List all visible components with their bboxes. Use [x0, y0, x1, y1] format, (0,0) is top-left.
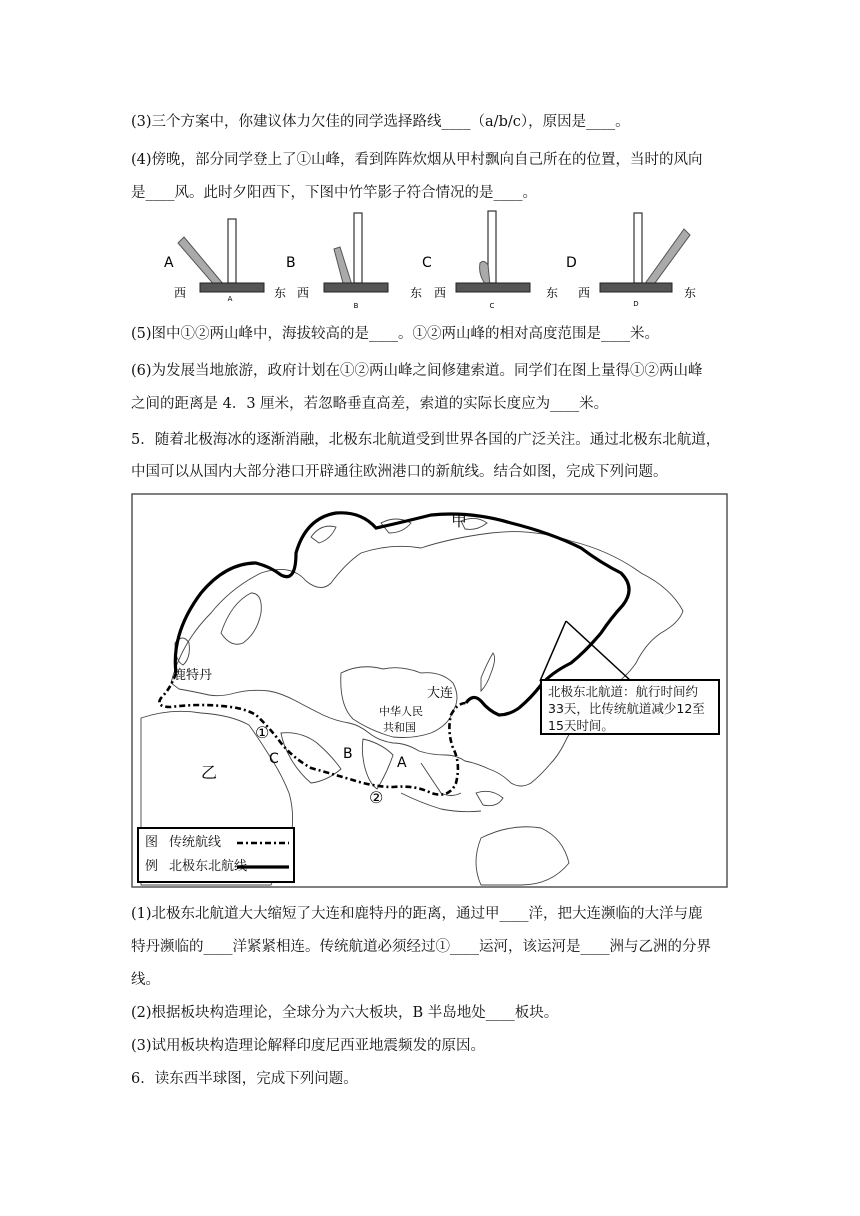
option-b-letter: B — [286, 255, 296, 271]
label-jia: 甲 — [451, 511, 468, 530]
option-c — [422, 211, 558, 310]
base-label: B — [353, 302, 359, 310]
problem-5-intro-line1: 5．随着北极海冰的逐渐消融，北极东北航道受到世界各国的广泛关注。通过北极东北航道， — [131, 432, 721, 448]
legend-symbols — [235, 837, 291, 877]
legend-title-2: 例 — [145, 859, 159, 874]
legend-northeast-label: 北极东北航线 — [169, 859, 248, 874]
legend-title-1: 图 — [145, 835, 159, 850]
map-legend — [137, 827, 295, 883]
legend-traditional-label: 传统航线 — [169, 835, 222, 850]
p5-question-1-line2: 特丹濒临的____洋紧紧相连。传统航道必须经过①____运河，该运河是____洲与乙洲的分界 — [131, 939, 711, 955]
question-5: (5)图中①②两山峰中，海拔较高的是____。①②两山峰的相对高度范围是____米。 — [131, 326, 660, 342]
p5-question-2: (2)根据板块构造理论，全球分为六大板块，B 半岛地处____板块。 — [131, 1005, 559, 1021]
pole-shadow — [480, 261, 490, 285]
p5-question-1-line3: 线。 — [131, 972, 160, 988]
bamboo-pole — [634, 213, 642, 283]
label-mark-2: ② — [369, 788, 384, 807]
east-label: 东 — [684, 286, 697, 300]
option-d — [566, 213, 696, 308]
west-label: 西 — [174, 286, 187, 300]
label-dalian: 大连 — [427, 686, 454, 701]
label-c: C — [269, 751, 279, 767]
label-rotterdam: 鹿特丹 — [173, 668, 213, 683]
ground-base — [600, 283, 672, 292]
ground-base — [200, 283, 264, 292]
bamboo-pole — [228, 219, 236, 283]
east-label: 东 — [546, 286, 559, 300]
label-b: B — [343, 746, 353, 762]
route-callout: 北极东北航道：航行时间约33天，比传统航道减少12至15天时间。 — [540, 679, 720, 735]
option-a — [164, 219, 286, 303]
label-china-2: 共和国 — [383, 721, 416, 734]
base-label: A — [227, 295, 233, 303]
p5-question-1-line1: (1)北极东北航道大大缩短了大连和鹿特丹的距离，通过甲____洋，把大连濒临的大洋与鹿 — [131, 906, 703, 922]
bamboo-pole — [354, 213, 362, 283]
pole-shadow — [334, 247, 352, 287]
p5-question-3: (3)试用板块构造理论解释印度尼西亚地震频发的原因。 — [131, 1038, 486, 1054]
option-b — [286, 213, 422, 310]
west-label: 西 — [578, 286, 591, 300]
pole-shadow — [644, 229, 690, 287]
problem-5-intro-line2: 中国可以从国内大部分港口开辟通往欧洲港口的新航线。结合如图，完成下列问题。 — [131, 464, 668, 480]
west-label: 西 — [297, 286, 310, 300]
label-china-1: 中华人民 — [379, 705, 423, 718]
label-mark-1: ① — [255, 723, 270, 742]
question-4-line2: 是____风。此时夕阳西下，下图中竹竿影子符合情况的是____。 — [131, 185, 537, 201]
bamboo-shadow-figure — [160, 205, 720, 315]
ground-base — [324, 283, 388, 292]
option-a-letter: A — [164, 255, 174, 271]
ground-base — [456, 283, 530, 292]
question-6-line1: (6)为发展当地旅游，政府计划在①②两山峰之间修建索道。同学们在图上量得①②两山峰 — [131, 363, 703, 379]
label-a: A — [397, 755, 407, 771]
question-6-line2: 之间的距离是 4．3 厘米，若忽略垂直高差，索道的实际长度应为____米。 — [131, 396, 609, 412]
label-yi: 乙 — [201, 763, 218, 782]
option-c-letter: C — [422, 255, 432, 271]
west-label: 西 — [434, 286, 447, 300]
problem-6-intro: 6．读东西半球图，完成下列问题。 — [131, 1071, 358, 1087]
base-label: C — [489, 302, 495, 310]
east-label: 东 — [410, 286, 423, 300]
east-label: 东 — [274, 286, 287, 300]
base-label: D — [633, 300, 639, 308]
option-d-letter: D — [566, 255, 577, 271]
question-4-line1: (4)傍晚，部分同学登上了①山峰，看到阵阵炊烟从甲村飘向自己所在的位置，当时的风向 — [131, 152, 703, 168]
question-3: (3)三个方案中，你建议体力欠佳的同学选择路线____（a/b/c），原因是____。 — [131, 114, 630, 130]
pole-shadow — [178, 237, 224, 287]
